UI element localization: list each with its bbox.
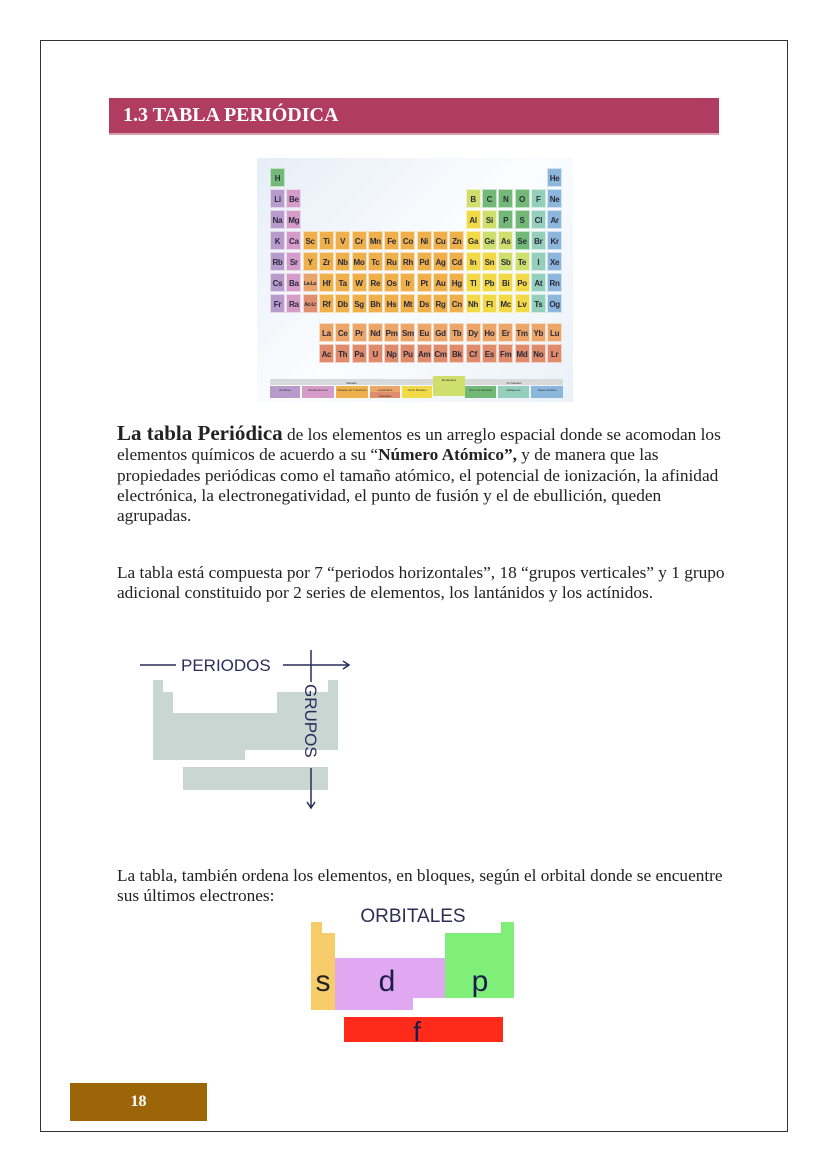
element-md: Md [515, 344, 530, 363]
element-ti: Ti [319, 231, 334, 250]
element-ga: Ga [466, 231, 481, 250]
element-lv: Lv [515, 294, 530, 313]
element-ts: Ts [531, 294, 546, 313]
legend-metalloids: Metaloides [433, 376, 465, 396]
legend-nonmetals: No Metales [465, 379, 563, 385]
element-ta: Ta [335, 273, 350, 292]
element-at: At [531, 273, 546, 292]
element-lu: Lu [547, 323, 562, 342]
element-ce: Ce [335, 323, 350, 342]
paragraph-blocks: La tabla, también ordena los elementos, en bloques, según el orbital donde se encuentre sus últimos electrones: [117, 866, 723, 906]
element-b: B [466, 189, 481, 208]
element-fe: Fe [384, 231, 399, 250]
element-bk: Bk [449, 344, 464, 363]
element-y: Y [303, 252, 318, 271]
periodic-table-image [257, 158, 573, 402]
element-cf: Cf [466, 344, 481, 363]
element-gd: Gd [433, 323, 448, 342]
element-zr: Zr [319, 252, 334, 271]
element-mc: Mc [498, 294, 513, 313]
element-pr: Pr [352, 323, 367, 342]
element-cn: Cn [449, 294, 464, 313]
element-hg: Hg [449, 273, 464, 292]
element-w: W [352, 273, 367, 292]
element-al: Al [466, 210, 481, 229]
periods-label: PERIODOS [181, 656, 271, 675]
page-number: 18 [70, 1083, 207, 1121]
element-cr: Cr [352, 231, 367, 250]
element-v: V [335, 231, 350, 250]
element-sg: Sg [352, 294, 367, 313]
element-am: Am [417, 344, 432, 363]
element-i: I [531, 252, 546, 271]
element-cu: Cu [433, 231, 448, 250]
element-db: Db [335, 294, 350, 313]
element-lr: Lr [547, 344, 562, 363]
element-ge: Ge [482, 231, 497, 250]
legend-actinide: Actínidos [370, 392, 400, 398]
element-mo: Mo [352, 252, 367, 271]
element-cd: Cd [449, 252, 464, 271]
p-label: p [471, 965, 489, 998]
element-tc: Tc [368, 252, 383, 271]
element-er: Er [498, 323, 513, 342]
orbitals-diagram [300, 895, 530, 1055]
element-se: Se [515, 231, 530, 250]
element-u: U [368, 344, 383, 363]
element-nd: Nd [368, 323, 383, 342]
element-pb: Pb [482, 273, 497, 292]
paragraph-structure: La tabla está compuesta por 7 “periodos horizontales”, 18 “grupos verticales” y 1 grupo adicional constituido por 2 series de elementos, los lantánidos y los actínidos. [117, 563, 725, 603]
element-ne: Ne [547, 189, 562, 208]
element-sc: Sc [303, 231, 318, 250]
legend-lanthanide: Lantánidos [370, 386, 400, 398]
periods-groups-diagram [130, 650, 370, 850]
f-block-silhouette [183, 767, 328, 790]
element-s: S [515, 210, 530, 229]
element-ir: Ir [400, 273, 415, 292]
legend-noble: Gases Nobles [531, 386, 563, 398]
legend-alkaline: Alcalinotérreos [302, 386, 334, 398]
element-mt: Mt [400, 294, 415, 313]
element-sm: Sm [400, 323, 415, 342]
element-nb: Nb [335, 252, 350, 271]
element-ac: Ac [319, 344, 334, 363]
element-h: H [270, 168, 285, 187]
intro-text-a: de los elementos es un arreglo espacial donde se acomodan los elementos químicos de acuerdo a su “ [117, 425, 721, 465]
intro-lead: La tabla Periódica [117, 421, 283, 445]
element-cs: Cs [270, 273, 285, 292]
element-nh: Nh [466, 294, 481, 313]
element-rb: Rb [270, 252, 285, 271]
element-yb: Yb [531, 323, 546, 342]
element-pu: Pu [400, 344, 415, 363]
element-si: Si [482, 210, 497, 229]
legend-nonmetal: Otros No Metales [465, 386, 496, 398]
element-f: F [531, 189, 546, 208]
element-n: N [498, 189, 513, 208]
element-ra: Ra [286, 294, 301, 313]
orbitals-title: ORBITALES [360, 906, 466, 927]
element-xe: Xe [547, 252, 562, 271]
element-na: Na [270, 210, 285, 229]
element-fr: Fr [270, 294, 285, 313]
element-pm: Pm [384, 323, 399, 342]
element-k: K [270, 231, 285, 250]
element-zn: Zn [449, 231, 464, 250]
element-ac-lr: Ac-Lr [303, 294, 318, 313]
element-pd: Pd [417, 252, 432, 271]
element-og: Og [547, 294, 562, 313]
element-la: La [319, 323, 334, 342]
element-c: C [482, 189, 497, 208]
element-po: Po [515, 273, 530, 292]
element-ca: Ca [286, 231, 301, 250]
legend-halogen: Halógenos [498, 386, 529, 398]
element-au: Au [433, 273, 448, 292]
element-co: Co [400, 231, 415, 250]
element-rg: Rg [433, 294, 448, 313]
legend-post: Otros Metales [402, 386, 432, 398]
element-mn: Mn [368, 231, 383, 250]
element-as: As [498, 231, 513, 250]
paragraph-intro [117, 423, 727, 526]
element-cm: Cm [433, 344, 448, 363]
legend-transition: Metales de Transición [336, 386, 368, 398]
element-np: Np [384, 344, 399, 363]
element-rh: Rh [400, 252, 415, 271]
element-li: Li [270, 189, 285, 208]
element-dy: Dy [466, 323, 481, 342]
element-ho: Ho [482, 323, 497, 342]
element-tm: Tm [515, 323, 530, 342]
groups-label: GRUPOS [301, 684, 320, 758]
element-te: Te [515, 252, 530, 271]
element-ba: Ba [286, 273, 301, 292]
legend-alkali: Alcalinos [270, 386, 300, 398]
section-header [109, 98, 719, 135]
element-ru: Ru [384, 252, 399, 271]
element-sb: Sb [498, 252, 513, 271]
section-title: 1.3 TABLA PERIÓDICA [123, 104, 339, 126]
element-hs: Hs [384, 294, 399, 313]
element-no: No [531, 344, 546, 363]
element-rn: Rn [547, 273, 562, 292]
element-os: Os [384, 273, 399, 292]
element-es: Es [482, 344, 497, 363]
element-be: Be [286, 189, 301, 208]
element-bh: Bh [368, 294, 383, 313]
element-in: In [466, 252, 481, 271]
element-kr: Kr [547, 231, 562, 250]
element-th: Th [335, 344, 350, 363]
element-fl: Fl [482, 294, 497, 313]
element-he: He [547, 168, 562, 187]
element-ar: Ar [547, 210, 562, 229]
element-mg: Mg [286, 210, 301, 229]
element-cl: Cl [531, 210, 546, 229]
element-pt: Pt [417, 273, 432, 292]
element-p: P [498, 210, 513, 229]
f-label: f [413, 1016, 421, 1047]
element-re: Re [368, 273, 383, 292]
element-fm: Fm [498, 344, 513, 363]
legend-metals: Metales [270, 379, 433, 385]
element-tl: Tl [466, 273, 481, 292]
s-label: s [315, 965, 331, 998]
intro-text-b: y de manera que las propiedades periódicas como el tamaño atómico, el potencial de ionización, la afinidad electrónica, la electronegatividad, el punto de fusión y el de ebullición, queden agrupadas. [117, 445, 719, 526]
element-hf: Hf [319, 273, 334, 292]
element-pa: Pa [352, 344, 367, 363]
element-tb: Tb [449, 323, 464, 342]
element-sn: Sn [482, 252, 497, 271]
element-la-lu: La-Lu [303, 273, 318, 292]
element-ag: Ag [433, 252, 448, 271]
element-bi: Bi [498, 273, 513, 292]
element-sr: Sr [286, 252, 301, 271]
f-block [344, 1017, 503, 1042]
element-ni: Ni [417, 231, 432, 250]
element-br: Br [531, 231, 546, 250]
element-ds: Ds [417, 294, 432, 313]
d-label: d [378, 965, 396, 998]
element-o: O [515, 189, 530, 208]
element-rf: Rf [319, 294, 334, 313]
element-eu: Eu [417, 323, 432, 342]
intro-bold: Número Atómico”, [378, 445, 517, 465]
